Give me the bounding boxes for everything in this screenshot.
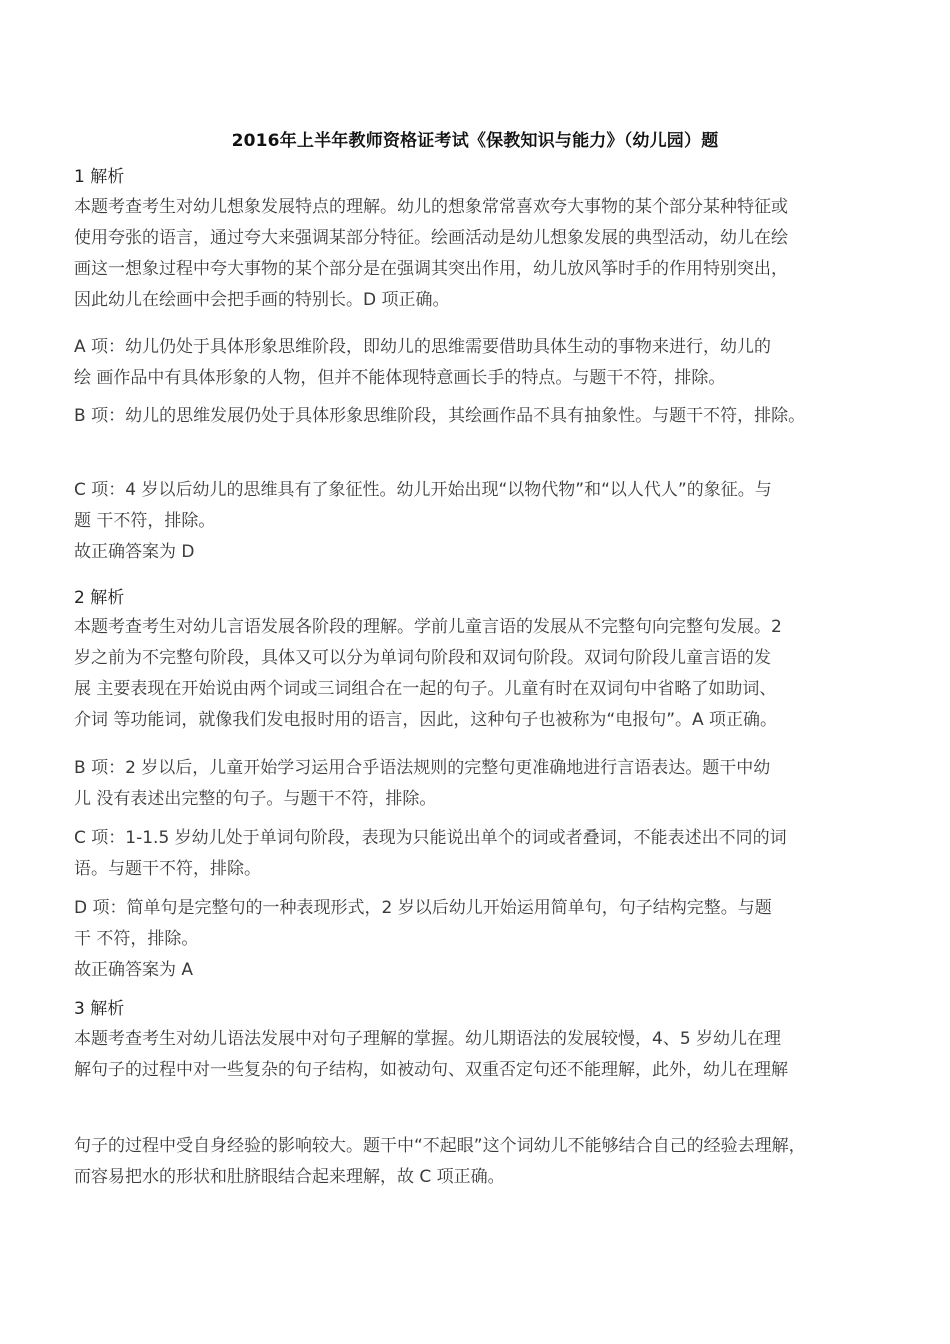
section-2-intro-paragraph (74, 612, 886, 736)
text-line: 句子的过程中受自身经验的影响较大。题干中“不起眼”这个词幼儿不能够结合自己的经验去理解， (74, 1136, 806, 1156)
section-1-heading: 1 解析 (74, 167, 125, 187)
text-line: 因此幼儿在绘画中会把手画的特别长。D 项正确。 (74, 290, 450, 310)
section-1-option-b-paragraph (74, 401, 886, 432)
text-line: 本题考查考生对幼儿语法发展中对句子理解的掌握。幼儿期语法的发展较慢，4、5 岁幼儿在理 (74, 1029, 782, 1049)
text-line: 本题考查考生对幼儿言语发展各阶段的理解。学前儿童言语的发展从不完整句向完整句发展。2 (74, 617, 782, 637)
section-3-intro-paragraph (74, 1024, 886, 1086)
section-2-option-c-paragraph (74, 823, 886, 885)
document-title: 2016年上半年教师资格证考试《保教知识与能力》（幼儿园）题 (231, 131, 719, 151)
section-3-heading: 3 解析 (74, 999, 125, 1019)
text-line: 使用夸张的语言，通过夸大来强调某部分特征。绘画活动是幼儿想象发展的典型活动，幼儿在绘 (74, 228, 788, 248)
text-line: 解句子的过程中对一些复杂的句子结构，如被动句、双重否定句还不能理解，此外，幼儿在理解 (74, 1060, 788, 1080)
text-line: 岁之前为不完整句阶段，具体又可以分为单词句阶段和双词句阶段。双词句阶段儿童言语的发 (74, 648, 771, 668)
section-2-option-d-paragraph (74, 893, 886, 986)
text-line: 儿 没有表述出完整的句子。与题干不符，排除。 (74, 789, 437, 809)
text-line: 介词 等功能词，就像我们发电报时用的语言，因此，这种句子也被称为“电报句”。A 项正确。 (74, 710, 778, 730)
section-3-continued-paragraph (74, 1131, 886, 1193)
text-line: B 项：幼儿的思维发展仍处于具体形象思维阶段，其绘画作品不具有抽象性。与题干不符，排除。 (74, 406, 806, 426)
text-line: B 项：2 岁以后，儿童开始学习运用合乎语法规则的完整句更准确地进行言语表达。题干中幼 (74, 758, 771, 778)
answer-line: 故正确答案为 A (74, 960, 194, 980)
text-line: 画这一想象过程中夸大事物的某个部分是在强调其突出作用，幼儿放风筝时手的作用特别突出， (74, 259, 788, 279)
text-line: 语。与题干不符，排除。 (74, 859, 261, 879)
text-line: 本题考查考生对幼儿想象发展特点的理解。幼儿的想象常常喜欢夸大事物的某个部分某种特征或 (74, 197, 788, 217)
text-line: 而容易把水的形状和肚脐眼结合起来理解，故 C 项正确。 (74, 1167, 505, 1187)
text-line: 干 不符，排除。 (74, 929, 199, 949)
text-line: C 项：1-1.5 岁幼儿处于单词句阶段，表现为只能说出单个的词或者叠词，不能表述出不同的词 (74, 828, 787, 848)
section-2-heading: 2 解析 (74, 588, 125, 608)
answer-line: 故正确答案为 D (74, 542, 195, 562)
text-line: 题 干不符，排除。 (74, 511, 216, 531)
section-1-option-c-paragraph (74, 475, 886, 568)
text-line: C 项：4 岁以后幼儿的思维具有了象征性。幼儿开始出现“以物代物”和“以人代人”的象征。与 (74, 480, 772, 500)
text-line: 绘 画作品中有具体形象的人物，但并不能体现特意画长手的特点。与题干不符，排除。 (74, 368, 726, 388)
text-line: A 项：幼儿仍处于具体形象思维阶段，即幼儿的思维需要借助具体生动的事物来进行，幼儿的 (74, 337, 772, 357)
text-line: 展 主要表现在开始说由两个词或三词组合在一起的句子。儿童有时在双词句中省略了如助词、 (74, 679, 777, 699)
section-1-option-a-paragraph (74, 332, 886, 394)
section-1-intro-paragraph (74, 192, 886, 316)
section-2-option-b-paragraph (74, 753, 886, 815)
text-line: D 项：简单句是完整句的一种表现形式，2 岁以后幼儿开始运用简单句，句子结构完整。与题 (74, 898, 772, 918)
